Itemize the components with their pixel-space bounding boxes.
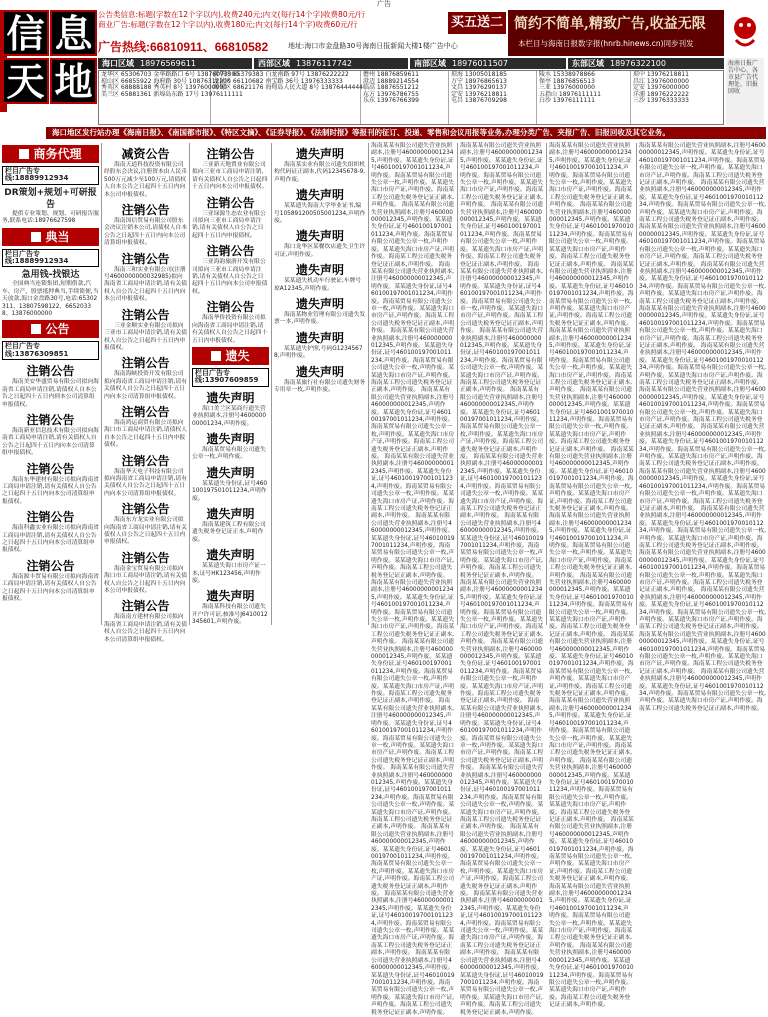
ad-title: 注销公告 <box>121 203 170 218</box>
lion-dance-icon <box>726 10 764 56</box>
listing-column <box>361 71 449 124</box>
listing-row: 澄迈 18889214554 <box>363 77 419 85</box>
ad-body: 海南某建筑工程有限公司遗失税务登记证正本,声明作废。 <box>192 521 266 543</box>
listing-row: 三沙 13976333333 <box>633 97 689 105</box>
pricing-line-2: 商业广告:标题(字数在12个字以内),收费180元;内文(每行14个字)收费60元/行 <box>98 20 358 29</box>
ad-body: 某某遗失护照,号码G12345678,声明作废。 <box>274 345 363 360</box>
listing-row: 临高 18876551212 <box>363 84 419 92</box>
ad-title: 急用钱-找银达 <box>21 270 80 281</box>
promo-badge: 买五送二 <box>448 12 506 34</box>
logo-glyph: 信 <box>6 11 45 56</box>
ad-title: 注销公告 <box>26 364 75 379</box>
ad-body: 海南东华建材有限公司拟向海南省工商局申请注销,请有关债权人自公告之日起四十五日内向本公司清算组申报债权。 <box>2 476 99 505</box>
ad-body: 某某遗失机动车行驶证,车牌号琼A12345,声明作废。 <box>274 278 362 292</box>
ad-body: 某某遗失海口市房产证一本,证号HK123456,声明作废。 <box>192 563 266 584</box>
dense-listing-text: 海南某某有限公司遗失营业执照副本,注册号460000000012345,声明作废。某某遗失身份证,证号460100197001011234,声明作废。海南某贸易有限公司遗失公章一枚,声明作废。某某遗失海口市房产证,声明作废。海南某工程公司遗失税务登记证正副本,声明作废。 海南某某有限公司遗失营业执照副本,注册号460000000012345,声明作废。某某遗失身份证,证号460100197001011234,声明作废。海南某贸易有限公司遗失公章一枚,声明作废。某某遗失海口市房产证,声明作废。海南某工程公司遗失税务登记证正副本,声明作废。 海南某某有限公司遗失营业执照副本,注册号460000000012345,声明作废。某某遗失身份证,证号460100197001011234,声明作废。海南某贸易有限公司遗失公章一枚,声明作废。某某遗失海口市房产证,声明作废。海南某工程公司遗失税务登记证正副本,声明作废。 海南某某有限公司遗失营业执照副本,注册号460000000012345,声明作废。某某遗失身份证,证号460100197001011234,声明作废。海南某贸易有限公司遗失公章一枚,声明作废。某某遗失海口市房产证,声明作废。海南某工程公司遗失税务登记证正副本,声明作废。 海南某某有限公司遗失营业执照副本,注册号460000000012345,声明作废。某某遗失身份证,证号460100197001011234,声明作废。海南某贸易有限公司遗失公章一枚,声明作废。某某遗失海口市房产证,声明作废。海南某工程公司遗失税务登记证正副本,声明作废。 海南某某有限公司遗失营业执照副本,注册号460000000012345,声明作废。某某遗失身份证,证号460100197001011234,声明作废。海南某贸易有限公司遗失公章一枚,声明作废。某某遗失海口市房产证,声明作废。海南某工程公司遗失税务登记证正副本,声明作废。 海南某某有限公司遗失营业执照副本,注册号460000000012345,声明作废。某某遗失身份证,证号460100197001011234,声明作废。海南某贸易有限公司遗失公章一枚,声明作废。某某遗失海口市房产证,声明作废。海南某工程公司遗失税务登记证正副本,声明作废。 海南某某有限公司遗失营业执照副本,注册号460000000012345,声明作废。某某遗失身份证,证号460100197001011234,声明作废。海南某贸易有限公司遗失公章一枚,声明作废。某某遗失海口市房产证,声明作废。海南某工程公司遗失税务登记证正副本,声明作废。 海南某某有限公司遗失营业执照副本,注册号460000000012345,声明作废。某某遗失身份证,证号460100197001011234,声明作废。海南某贸易有限公司遗失公章一枚,声明作废。某某遗失海口市房产证,声明作废。海南某工程公司遗失税务登记证正副本,声明作废。 海南某某有限公司遗失营业执照副本,注册号460000000012345,声明作废。某某遗失身份证,证号460100197001011234,声明作废。海南某贸易有限公司遗失公章一枚,声明作废。某某遗失海口市房产证,声明作废。海南某工程公司遗失税务登记证正副本,声明作废。 海南某某有限公司遗失营业执照副本,注册号460000000012345,声明作废。某某遗失身份证,证号460100197001011234,声明作废。海南某贸易有限公司遗失公章一枚,声明作废。某某遗失海口市房产证,声明作废。海南某工程公司遗失税务登记证正副本,声明作废。 海南某某有限公司遗失营业执照副本,注册号460000000012345,声明作废。某某遗失身份证,证号460100197001011234,声明作废。海南某贸易有限公司遗失公章一枚,声明作废。某某遗失海口市房产证,声明作废。海南某工程公司遗失税务登记证正副本,声明作废。 海南某某有限公司遗失营业执照副本,注册号460000000012345,声明作废。某某遗失身份证,证号460100197001011234,声明作废。海南某贸易有限公司遗失公章一枚,声明作废。某某遗失海口市房产证,声明作废。海南某工程公司遗失税务登记证正副本,声明作废。 海南某某有限公司遗失营业执照副本,注册号460000000012345,声明作废。某某遗失身份证,证号460100197001011234,声明作废。海南某贸易有限公司遗失公章一枚,声明作废。某某遗失海口市房产证,声明作废。海南某工程公司遗失税务登记证正副本,声明作废。 <box>639 143 766 712</box>
ad-body: 海南源丰贸易有限公司拟向海南省工商局申请注销,请有关债权人自公告之日起四十五日内向本公司清算组申报债权。 <box>2 573 99 602</box>
logo-glyph: 地 <box>54 59 93 104</box>
ad-body: 海南某贸易有限公司遗失公章一枚,声明作废。 <box>192 446 266 461</box>
ad-body: 全国典当连锁集团,短期借款,汽车、房产、股票抵押典当,手续简便,当天放款,海口金盘路30号,电话:65302311、13807598122、66520338、13876000000 <box>2 281 99 318</box>
listing-row: 白沙 13976111111 <box>539 97 595 105</box>
side-note: 海南日报广告中心、各市县广告代理处、旧报回收 <box>726 58 764 125</box>
ad-title: 注销公告 <box>121 356 170 371</box>
classified-column <box>2 143 99 625</box>
column-divider <box>457 143 458 625</box>
district-name: 海口区域 <box>102 59 134 68</box>
listing-row: 文昌 13976290137 <box>451 84 507 92</box>
category-header: 典当 <box>2 228 99 246</box>
classified-column <box>274 143 366 625</box>
district-name: 东部区域 <box>572 59 604 68</box>
distribution-slogan: 海口地区发行站办理《海南日报》、《南国都市报》、《特区文摘》、《证券导报》、《法制时报》等报刊的征订、投递、零售和会议用报等业务,办理分类广告、夹报广告、旧报回收及其它业务。 <box>46 127 766 139</box>
ad-body: 某某遗失海南大学毕业证书,编号105891200505001234,声明作废。 <box>274 203 366 225</box>
ad-title: 注销公告 <box>206 195 255 210</box>
ad-body: 海南东方龙实业有限公司拟向海南省工商局申请注销,请有关债权人自公告之日起四十五日内申报债权。 <box>104 517 187 546</box>
ad-title: 遗失声明 <box>206 589 255 604</box>
banner-main-text: 简约不简单,精致广告,收益无限 <box>514 16 706 32</box>
ad-title: 遗失声明 <box>295 297 344 312</box>
ad-title: DR策划+规划+可研报告 <box>4 187 97 210</box>
ad-title: 遗失声明 <box>295 364 344 379</box>
ad-body: 海南海峡投资开发有限公司拟向海南省工商局申请注销,请有关债权人自公告之日起四十五日内向本公司清算组申报债权。 <box>104 371 187 400</box>
classified-column <box>371 143 455 1016</box>
ad-title: 注销公告 <box>121 502 170 517</box>
ad-title: 遗失声明 <box>206 548 255 563</box>
ad-body: 海南华侨投资有限公司拟向海南省工商局申请注销,请有关债权人自公告之日起四十五日内申报债权。 <box>192 315 268 344</box>
ad-body: 海南南方建材有限公司拟向海南省工商局申请注销,请有关债权人自公告之日起四十五日内向本公司清算组申报债权。 <box>104 614 187 643</box>
ad-body: 三亚新天地置业有限公司拟向三亚市工商局申请注销,请有关债权人自公告之日起四十五日内向本公司申报债权。 <box>192 162 268 191</box>
ad-title: 注销公告 <box>206 244 255 259</box>
ad-title: 注销公告 <box>121 599 170 614</box>
district-phone: 13876117742 <box>296 59 352 68</box>
ad-hotline: 广告热线:66810911、66810582 <box>98 40 269 54</box>
listing-column <box>631 71 723 124</box>
ad-body: 海南天道科技投资有限公司经股东会决议,注册资本由人民币500万元减少至100万元,请债权人自本公告之日起四十五日内向本公司申报债权。 <box>104 162 187 198</box>
district-tab-haikou <box>98 58 252 69</box>
ad-title: 注销公告 <box>121 404 170 419</box>
ad-title: 遗失声明 <box>206 390 255 405</box>
agent-listing-grid <box>98 70 724 125</box>
district-tab-west <box>254 58 408 69</box>
classified-column <box>460 143 544 1016</box>
listing-row: 定安 13976000000 <box>633 84 689 92</box>
ad-body: 提供专业策划、规划、可研报告服务,联系电话:18976627598 <box>2 210 99 225</box>
ad-title: 遗失声明 <box>295 330 344 345</box>
logo-glyph: 息 <box>54 11 93 56</box>
logo-tile <box>50 58 97 104</box>
dense-listing-text: 海南某某有限公司遗失营业执照副本,注册号460000000012345,声明作废。某某遗失身份证,证号460100197001011234,声明作废。海南某贸易有限公司遗失公章一枚,声明作废。某某遗失海口市房产证,声明作废。海南某工程公司遗失税务登记证正副本,声明作废。 海南某某有限公司遗失营业执照副本,注册号460000000012345,声明作废。某某遗失身份证,证号460100197001011234,声明作废。海南某贸易有限公司遗失公章一枚,声明作废。某某遗失海口市房产证,声明作废。海南某工程公司遗失税务登记证正副本,声明作废。 海南某某有限公司遗失营业执照副本,注册号460000000012345,声明作废。某某遗失身份证,证号460100197001011234,声明作废。海南某贸易有限公司遗失公章一枚,声明作废。某某遗失海口市房产证,声明作废。海南某工程公司遗失税务登记证正副本,声明作废。 海南某某有限公司遗失营业执照副本,注册号460000000012345,声明作废。某某遗失身份证,证号460100197001011234,声明作废。海南某贸易有限公司遗失公章一枚,声明作废。某某遗失海口市房产证,声明作废。海南某工程公司遗失税务登记证正副本,声明作废。 海南某某有限公司遗失营业执照副本,注册号460000000012345,声明作废。某某遗失身份证,证号460100197001011234,声明作废。海南某贸易有限公司遗失公章一枚,声明作废。某某遗失海口市房产证,声明作废。海南某工程公司遗失税务登记证正副本,声明作废。 海南某某有限公司遗失营业执照副本,注册号460000000012345,声明作废。某某遗失身份证,证号460100197001011234,声明作废。海南某贸易有限公司遗失公章一枚,声明作废。某某遗失海口市房产证,声明作废。海南某工程公司遗失税务登记证正副本,声明作废。 海南某某有限公司遗失营业执照副本,注册号460000000012345,声明作废。某某遗失身份证,证号460100197001011234,声明作废。海南某贸易有限公司遗失公章一枚,声明作废。某某遗失海口市房产证,声明作废。海南某工程公司遗失税务登记证正副本,声明作废。 海南某某有限公司遗失营业执照副本,注册号460000000012345,声明作废。某某遗失身份证,证号460100197001011234,声明作废。海南某贸易有限公司遗失公章一枚,声明作废。某某遗失海口市房产证,声明作废。海南某工程公司遗失税务登记证正副本,声明作废。 海南某某有限公司遗失营业执照副本,注册号460000000012345,声明作废。某某遗失身份证,证号460100197001011234,声明作废。海南某贸易有限公司遗失公章一枚,声明作废。某某遗失海口市房产证,声明作废。海南某工程公司遗失税务登记证正副本,声明作废。 海南某某有限公司遗失营业执照副本,注册号460000000012345,声明作废。某某遗失身份证,证号460100197001011234,声明作废。海南某贸易有限公司遗失公章一枚,声明作废。某某遗失海口市房产证,声明作废。海南某工程公司遗失税务登记证正副本,声明作废。 海南某某有限公司遗失营业执照副本,注册号460000000012345,声明作废。某某遗失身份证,证号460100197001011234,声明作废。海南某贸易有限公司遗失公章一枚,声明作废。某某遗失海口市房产证,声明作废。海南某工程公司遗失税务登记证正副本,声明作废。 海南某某有限公司遗失营业执照副本,注册号460000000012345,声明作废。某某遗失身份证,证号460100197001011234,声明作废。海南某贸易有限公司遗失公章一枚,声明作废。某某遗失海口市房产证,声明作废。海南某工程公司遗失税务登记证正副本,声明作废。 海南某某有限公司遗失营业执照副本,注册号460000000012345,声明作废。某某遗失身份证,证号460100197001011234,声明作废。海南某贸易有限公司遗失公章一枚,声明作废。某某遗失海口市房产证,声明作废。海南某工程公司遗失税务登记证正副本,声明作废。 海南某某有限公司遗失营业执照副本,注册号460000000012345,声明作废。某某遗失身份证,证号460100197001011234,声明作废。海南某贸易有限公司遗失公章一枚,声明作废。某某遗失海口市房产证,声明作废。海南某工程公司遗失税务登记证正副本,声明作废。 <box>371 143 455 1016</box>
classified-column <box>104 143 187 643</box>
logo-tile <box>2 58 49 104</box>
ad-body: 三亚绿源生态农业有限公司拟向三亚市工商局申请注销,请有关债权人自公告之日起四十五日内申报债权。 <box>192 210 266 239</box>
listing-row: 陵水 15338978866 <box>539 71 595 78</box>
ad-title: 遗失声明 <box>295 229 344 244</box>
ad-title: 减资公告 <box>121 147 170 161</box>
category-contact: 栏目广告专线:18889912934 <box>2 166 99 185</box>
ad-title: 注销公告 <box>121 550 170 565</box>
logo-tile <box>2 10 49 56</box>
column-divider <box>101 143 102 625</box>
listing-row: 三亚 13976000000 <box>539 84 595 92</box>
category-header: 公告 <box>2 320 99 338</box>
listing-row: 儋州 18876859611 <box>363 71 419 78</box>
classified-column <box>549 143 634 1009</box>
ad-title: 遗失声明 <box>295 263 344 278</box>
ad-title: 遗失声明 <box>206 465 255 480</box>
listing-row: 琼海 13005018185 <box>451 71 507 78</box>
listing-column <box>99 71 243 124</box>
ad-title: 注销公告 <box>121 453 170 468</box>
pricing-line-1: 公告类信息:标题(字数在12个字以内),收费240元;内文(每行14个字)收费80元/行 <box>98 10 366 19</box>
ad-title: 注销公告 <box>121 251 170 266</box>
ad-title: 注销公告 <box>121 307 170 322</box>
column-divider <box>636 143 637 625</box>
listing-row: 海甸区 68621176 海甸岛人民大道 8号 13876444444 <box>213 84 363 92</box>
listing-row: 五指山 18976111111 <box>539 90 601 98</box>
ad-title: 遗失声明 <box>206 506 255 521</box>
ad-body: 海南华天电子科技有限公司拟向海南省工商局申请注销,请有关债权人自公告之日起四十五日内向本公司清算组申报债权。 <box>104 468 187 497</box>
logo-glyph: 天 <box>6 59 45 104</box>
classified-column <box>192 143 269 625</box>
district-tab-east <box>568 58 724 69</box>
logo-tile <box>50 10 97 56</box>
listing-row: 琼中 13976218811 <box>633 71 689 78</box>
ad-title: 注销公告 <box>26 510 75 525</box>
category-contact: 栏目广告专线:13907609859 <box>192 368 269 387</box>
ad-body: 海口美兰区某商行遗失营业执照副本,注册号460000000001234,声明作废。 <box>192 405 267 427</box>
district-name: 西部区域 <box>258 59 290 68</box>
dense-listing-text: 海南某某有限公司遗失营业执照副本,注册号460000000012345,声明作废。某某遗失身份证,证号460100197001011234,声明作废。海南某贸易有限公司遗失公章一枚,声明作废。某某遗失海口市房产证,声明作废。海南某工程公司遗失税务登记证正副本,声明作废。 海南某某有限公司遗失营业执照副本,注册号460000000012345,声明作废。某某遗失身份证,证号460100197001011234,声明作废。海南某贸易有限公司遗失公章一枚,声明作废。某某遗失海口市房产证,声明作废。海南某工程公司遗失税务登记证正副本,声明作废。 海南某某有限公司遗失营业执照副本,注册号460000000012345,声明作废。某某遗失身份证,证号460100197001011234,声明作废。海南某贸易有限公司遗失公章一枚,声明作废。某某遗失海口市房产证,声明作废。海南某工程公司遗失税务登记证正副本,声明作废。 海南某某有限公司遗失营业执照副本,注册号460000000012345,声明作废。某某遗失身份证,证号460100197001011234,声明作废。海南某贸易有限公司遗失公章一枚,声明作废。某某遗失海口市房产证,声明作废。海南某工程公司遗失税务登记证正副本,声明作废。 海南某某有限公司遗失营业执照副本,注册号460000000012345,声明作废。某某遗失身份证,证号460100197001011234,声明作废。海南某贸易有限公司遗失公章一枚,声明作废。某某遗失海口市房产证,声明作废。海南某工程公司遗失税务登记证正副本,声明作废。 海南某某有限公司遗失营业执照副本,注册号460000000012345,声明作废。某某遗失身份证,证号460100197001011234,声明作废。海南某贸易有限公司遗失公章一枚,声明作废。某某遗失海口市房产证,声明作废。海南某工程公司遗失税务登记证正副本,声明作废。 海南某某有限公司遗失营业执照副本,注册号460000000012345,声明作废。某某遗失身份证,证号460100197001011234,声明作废。海南某贸易有限公司遗失公章一枚,声明作废。某某遗失海口市房产证,声明作废。海南某工程公司遗失税务登记证正副本,声明作废。 海南某某有限公司遗失营业执照副本,注册号460000000012345,声明作废。某某遗失身份证,证号460100197001011234,声明作废。海南某贸易有限公司遗失公章一枚,声明作废。某某遗失海口市房产证,声明作废。海南某工程公司遗失税务登记证正副本,声明作废。 海南某某有限公司遗失营业执照副本,注册号460000000012345,声明作废。某某遗失身份证,证号460100197001011234,声明作废。海南某贸易有限公司遗失公章一枚,声明作废。某某遗失海口市房产证,声明作废。海南某工程公司遗失税务登记证正副本,声明作废。 海南某某有限公司遗失营业执照副本,注册号460000000012345,声明作废。某某遗失身份证,证号460100197001011234,声明作废。海南某贸易有限公司遗失公章一枚,声明作废。某某遗失海口市房产证,声明作废。海南某工程公司遗失税务登记证正副本,声明作废。 海南某某有限公司遗失营业执照副本,注册号460000000012345,声明作废。某某遗失身份证,证号460100197001011234,声明作废。海南某贸易有限公司遗失公章一枚,声明作废。某某遗失海口市房产证,声明作废。海南某工程公司遗失税务登记证正副本,声明作废。 海南某某有限公司遗失营业执照副本,注册号460000000012345,声明作废。某某遗失身份证,证号460100197001011234,声明作废。海南某贸易有限公司遗失公章一枚,声明作废。某某遗失海口市房产证,声明作废。海南某工程公司遗失税务登记证正副本,声明作废。 海南某某有限公司遗失营业执照副本,注册号460000000012345,声明作废。某某遗失身份证,证号460100197001011234,声明作废。海南某贸易有限公司遗失公章一枚,声明作废。某某遗失海口市房产证,声明作废。海南某工程公司遗失税务登记证正副本,声明作废。 海南某某有限公司遗失营业执照副本,注册号460000000012345,声明作废。某某遗失身份证,证号460100197001011234,声明作废。海南某贸易有限公司遗失公章一枚,声明作废。某某遗失海口市房产证,声明作废。海南某工程公司遗失税务登记证正副本,声明作废。 <box>460 143 544 1016</box>
ad-body: 海口龙华区某餐饮店遗失卫生许可证,声明作废。 <box>274 244 366 258</box>
ad-title: 注销公告 <box>206 300 255 315</box>
district-phone: 18976322100 <box>610 59 666 68</box>
category-contact: 栏目广告专线:18889912934 <box>2 249 99 268</box>
ad-body: 三亚海韵旅游开发有限公司拟向三亚市工商局申请注销,请有关债权人自公告之日起四十五日内向本公司申报债权。 <box>192 259 268 295</box>
column-divider <box>271 143 272 625</box>
classified-column <box>639 143 766 712</box>
listing-row: 龙华区 65306703 金华路路口 6号 13876073300 <box>101 71 239 78</box>
listing-column <box>449 71 537 124</box>
listing-row: 屯昌 13876709298 <box>451 97 507 105</box>
pricing-info <box>98 10 446 30</box>
ad-title: 注销公告 <box>26 461 75 476</box>
listing-row: 东方 13976786755 <box>363 90 419 98</box>
ad-body: 海南某旅行社有限公司遗失财务专用章一枚,声明作废。 <box>274 379 366 394</box>
category-header: 商务代理 <box>2 145 99 163</box>
dense-listing-text: 海南某某有限公司遗失营业执照副本,注册号460000000012345,声明作废。某某遗失身份证,证号460100197001011234,声明作废。海南某贸易有限公司遗失公章一枚,声明作废。某某遗失海口市房产证,声明作废。海南某工程公司遗失税务登记证正副本,声明作废。 海南某某有限公司遗失营业执照副本,注册号460000000012345,声明作废。某某遗失身份证,证号460100197001011234,声明作废。海南某贸易有限公司遗失公章一枚,声明作废。某某遗失海口市房产证,声明作废。海南某工程公司遗失税务登记证正副本,声明作废。 海南某某有限公司遗失营业执照副本,注册号460000000012345,声明作废。某某遗失身份证,证号460100197001011234,声明作废。海南某贸易有限公司遗失公章一枚,声明作废。某某遗失海口市房产证,声明作废。海南某工程公司遗失税务登记证正副本,声明作废。 海南某某有限公司遗失营业执照副本,注册号460000000012345,声明作废。某某遗失身份证,证号460100197001011234,声明作废。海南某贸易有限公司遗失公章一枚,声明作废。某某遗失海口市房产证,声明作废。海南某工程公司遗失税务登记证正副本,声明作废。 海南某某有限公司遗失营业执照副本,注册号460000000012345,声明作废。某某遗失身份证,证号460100197001011234,声明作废。海南某贸易有限公司遗失公章一枚,声明作废。某某遗失海口市房产证,声明作废。海南某工程公司遗失税务登记证正副本,声明作废。 海南某某有限公司遗失营业执照副本,注册号460000000012345,声明作废。某某遗失身份证,证号460100197001011234,声明作废。海南某贸易有限公司遗失公章一枚,声明作废。某某遗失海口市房产证,声明作废。海南某工程公司遗失税务登记证正副本,声明作废。 海南某某有限公司遗失营业执照副本,注册号460000000012345,声明作废。某某遗失身份证,证号460100197001011234,声明作废。海南某贸易有限公司遗失公章一枚,声明作废。某某遗失海口市房产证,声明作废。海南某工程公司遗失税务登记证正副本,声明作废。 海南某某有限公司遗失营业执照副本,注册号460000000012345,声明作废。某某遗失身份证,证号460100197001011234,声明作废。海南某贸易有限公司遗失公章一枚,声明作废。某某遗失海口市房产证,声明作废。海南某工程公司遗失税务登记证正副本,声明作废。 海南某某有限公司遗失营业执照副本,注册号460000000012345,声明作废。某某遗失身份证,证号460100197001011234,声明作废。海南某贸易有限公司遗失公章一枚,声明作废。某某遗失海口市房产证,声明作废。海南某工程公司遗失税务登记证正副本,声明作废。 海南某某有限公司遗失营业执照副本,注册号460000000012345,声明作废。某某遗失身份证,证号460100197001011234,声明作废。海南某贸易有限公司遗失公章一枚,声明作废。某某遗失海口市房产证,声明作废。海南某工程公司遗失税务登记证正副本,声明作废。 海南某某有限公司遗失营业执照副本,注册号460000000012345,声明作废。某某遗失身份证,证号460100197001011234,声明作废。海南某贸易有限公司遗失公章一枚,声明作废。某某遗失海口市房产证,声明作废。海南某工程公司遗失税务登记证正副本,声明作废。 海南某某有限公司遗失营业执照副本,注册号460000000012345,声明作废。某某遗失身份证,证号460100197001011234,声明作废。海南某贸易有限公司遗失公章一枚,声明作废。某某遗失海口市房产证,声明作废。海南某工程公司遗失税务登记证正副本,声明作废。 海南某某有限公司遗失营业执照副本,注册号460000000012345,声明作废。某某遗失身份证,证号460100197001011234,声明作废。海南某贸易有限公司遗失公章一枚,声明作废。某某遗失海口市房产证,声明作废。海南某工程公司遗失税务登记证正副本,声明作废。 海南某某有限公司遗失营业执照副本,注册号460000000012345,声明作废。某某遗失身份证,证号460100197001011234,声明作废。海南某贸易有限公司遗失公章一枚,声明作废。某某遗失海口市房产证,声明作废。海南某工程公司遗失税务登记证正副本,声明作废。 <box>549 143 634 1009</box>
ad-title: 注销公告 <box>26 412 75 427</box>
ad-title: 遗失声明 <box>206 431 255 446</box>
listing-row: 昌江 13976000000 <box>633 77 689 85</box>
ad-body: 海南某物业管理有限公司遗失发票一本,声明作废。 <box>274 312 366 326</box>
district-name: 南部区域 <box>414 59 446 68</box>
ad-body: 海南三和实业有限公司(注册号4600000000032985)拟向海南省工商局申请注销,请有关债权人自公告之日起四十五日内向本公司申报债权。 <box>104 266 187 303</box>
ad-body: 海南金宝贸易有限公司拟向海口市工商局申请注销,请有关债权人自公告之日起四十五日内向本公司申报债权。 <box>104 565 187 595</box>
listing-row: 乐东 13976766399 <box>363 97 419 105</box>
listing-column <box>211 71 361 124</box>
banner-sub-text: 本栏目与海南日报数字报(hnrb.hinews.cn)同步刊发 <box>518 39 694 48</box>
listing-row: 定安 13976218811 <box>451 90 507 98</box>
listing-row: 保亭 18876856513 <box>539 77 595 85</box>
ad-body: 海南科鑫实业有限公司拟向海南省工商局申请注销,请有关债权人自公告之日起四十五日内向本公司清算组申报债权。 <box>2 525 99 554</box>
district-phone: 18976011507 <box>452 59 508 68</box>
listing-row: 洋浦 18976222222 <box>633 90 689 98</box>
district-tab-south <box>410 58 566 69</box>
listing-row: 秀英区 68888188 秀英村 8号 13976000000 <box>101 84 227 92</box>
page-top-label: 广告 <box>377 0 391 8</box>
column-divider <box>189 143 190 625</box>
slogan-banner <box>508 10 724 56</box>
category-header: 遗失 <box>192 347 269 365</box>
column-divider <box>368 143 369 625</box>
ad-title: 遗失声明 <box>295 188 344 203</box>
ad-body: 海南鸿运商贸有限公司拟向海口市工商局申请注销,请债权人自本公告之日起四十五日内申报债权。 <box>104 419 187 449</box>
ad-body: 海南美安华盛贸易有限公司拟向海南省工商局申请注销,请债权人自本公告之日起四十五日内到本公司清算组申报债权。 <box>2 379 99 408</box>
column-divider <box>546 143 547 625</box>
ad-title: 遗失声明 <box>295 147 344 161</box>
ad-body: 海南某实业有限公司遗失组织机构代码证正副本,代码12345678-9,声明作废。 <box>274 162 366 183</box>
listing-row: 琼山区 66855922 海府路 30号 10876312200 <box>101 77 231 85</box>
listing-row: 美兰区 65881361 新埠岛东路 17号 13976111111 <box>101 90 243 98</box>
listing-row: 万宁 18976865613 <box>451 77 507 85</box>
listing-row: 新华区 65379383 白龙南路 97号 13876222222 <box>213 71 349 78</box>
category-contact: 栏目广告专线:13876309851 <box>2 341 99 360</box>
ad-body: 海南新亚信息技术有限公司拟向海南省工商局申请注销,请有关债权人自公告之日起四十五日内向本公司清算组申报债权。 <box>2 427 99 457</box>
listing-row: 龙昆区 66110682 南宝路 36号 13976333333 <box>213 77 343 85</box>
ad-body: 三亚金顺实业有限公司拟向三亚市工商局申请注销,请有关债权人自公告之日起四十五日内申报债权。 <box>104 322 187 351</box>
ad-address: 地址:海口市金盘路30号海南日报新闻大楼1楼广告中心 <box>288 42 458 50</box>
district-phone: 18976569611 <box>140 59 196 68</box>
listing-column <box>537 71 631 124</box>
ad-title: 注销公告 <box>206 147 255 161</box>
ad-body: 某某遗失身份证,证号460100197501011234,声明作废。 <box>192 480 268 502</box>
ad-body: 海南某科技有限公司遗失开户许可证,核准号J6410012345601,声明作废。 <box>192 604 268 626</box>
ad-body: 海南国信贸易有限公司股东会决议注销本公司,请债权人自本公告之日起四十五日内向本公司清算组申报债权。 <box>104 218 187 247</box>
ad-title: 注销公告 <box>26 558 75 573</box>
